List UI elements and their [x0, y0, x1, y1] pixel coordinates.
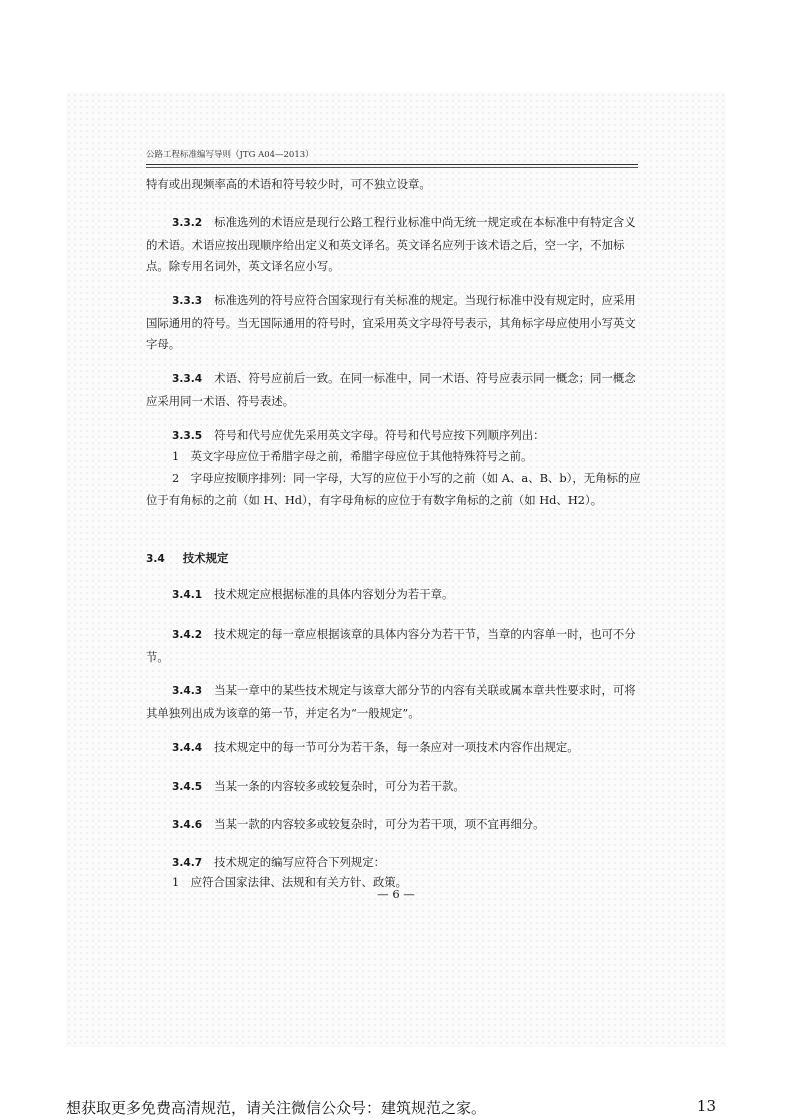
clause-number: 3.4.5	[172, 781, 203, 793]
clause-3-4-3	[146, 680, 642, 724]
clause-3-3-5	[146, 425, 642, 448]
clause-number: 3.3.4	[172, 373, 203, 385]
clause-3-3-4	[146, 368, 642, 412]
list-item: 1 英文字母应位于希腊字母之前，希腊字母应位于其他特殊符号之前。	[172, 449, 533, 463]
clause-3-3-2	[146, 212, 642, 278]
section-heading	[146, 550, 228, 566]
intro-paragraph: 特有或出现频率高的术语和符号较少时，可不独立设章。	[146, 177, 431, 191]
clause-text: 技术规定的编写应符合下列规定：	[214, 855, 386, 869]
clause-number: 3.3.5	[172, 430, 203, 442]
clause-3-4-2	[146, 624, 642, 668]
header-title: 公路工程标准编写导则（JTG A04—2013）	[146, 150, 314, 160]
clause-text: 术语、符号应前后一致。在同一标准中，同一术语、符号应表示同一概念；同一概念应采用同一术语、符号表述。	[146, 371, 636, 408]
clause-text: 技术规定中的每一节可分为若干条，每一条应对一项技术内容作出规定。	[214, 740, 579, 754]
header-rule	[146, 167, 638, 168]
list-item: 2 字母应按顺序排列：同一字母，大写的应位于小写的之前（如 A、a、B、b），无角标的应位于有角标的之前（如 H、Hd），有字母角标的应位于有数字角标的之前（如 Hd、H2）。	[146, 471, 641, 507]
clause-number: 3.4.4	[172, 742, 203, 754]
clause-text: 技术规定应根据标准的具体内容划分为若干章。	[214, 587, 454, 601]
footer	[66, 1097, 726, 1118]
page-number: — 6 —	[377, 887, 415, 901]
clause-number: 3.3.2	[172, 217, 203, 229]
clause-3-4-1	[146, 584, 642, 607]
clause-number: 3.3.3	[172, 295, 203, 307]
clause-text: 当某一章中的某些技术规定与该章大部分节的内容有关联或属本章共性要求时，可将其单独列出成为该章的第一节，并定名为“一般规定”。	[146, 683, 636, 720]
clause-3-4-5	[146, 776, 642, 799]
clause-3-3-3	[146, 290, 642, 356]
clause-number: 3.4.2	[172, 629, 203, 641]
list-item: 1 应符合国家法律、法规和有关方针、政策。	[172, 875, 408, 889]
clause-text: 技术规定的每一章应根据该章的具体内容分为若干节，当章的内容单一时，也可不分节。	[146, 627, 636, 664]
clause-text: 标准选列的符号应符合国家现行有关标准的规定。当现行标准中没有规定时，应采用国际通用的符号。当无国际通用的符号时，宜采用英文字母符号表示，其角标字母应使用小写英文字母。	[146, 293, 636, 351]
section-number: 3.4	[146, 553, 165, 565]
clause-text: 符号和代号应优先采用英文字母。符号和代号应按下列顺序列出：	[214, 428, 545, 442]
clause-number: 3.4.3	[172, 685, 203, 697]
clause-text: 当某一条的内容较多或较复杂时，可分为若干款。	[214, 779, 465, 793]
clause-text: 当某一款的内容较多或较复杂时，可分为若干项，项不宜再细分。	[214, 817, 545, 831]
section-title: 技术规定	[182, 551, 229, 565]
footer-page-number: 13	[696, 1097, 716, 1115]
running-header	[146, 146, 638, 165]
clause-text: 标准选列的术语应是现行公路工程行业标准中尚无统一规定或在本标准中有特定含义的术语。术语应按出现顺序给出定义和英文译名。英文译名应列于该术语之后，空一字，不加标点。除专用名词外，英文译名应小写。	[146, 215, 636, 273]
clause-3-4-6	[146, 814, 642, 837]
clause-3-4-4	[146, 737, 642, 760]
footer-note: 想获取更多免费高清规范，请关注微信公众号：建筑规范之家。	[66, 1099, 487, 1117]
clause-number: 3.4.6	[172, 819, 203, 831]
clause-number: 3.4.7	[172, 857, 203, 869]
clause-number: 3.4.1	[172, 589, 203, 601]
